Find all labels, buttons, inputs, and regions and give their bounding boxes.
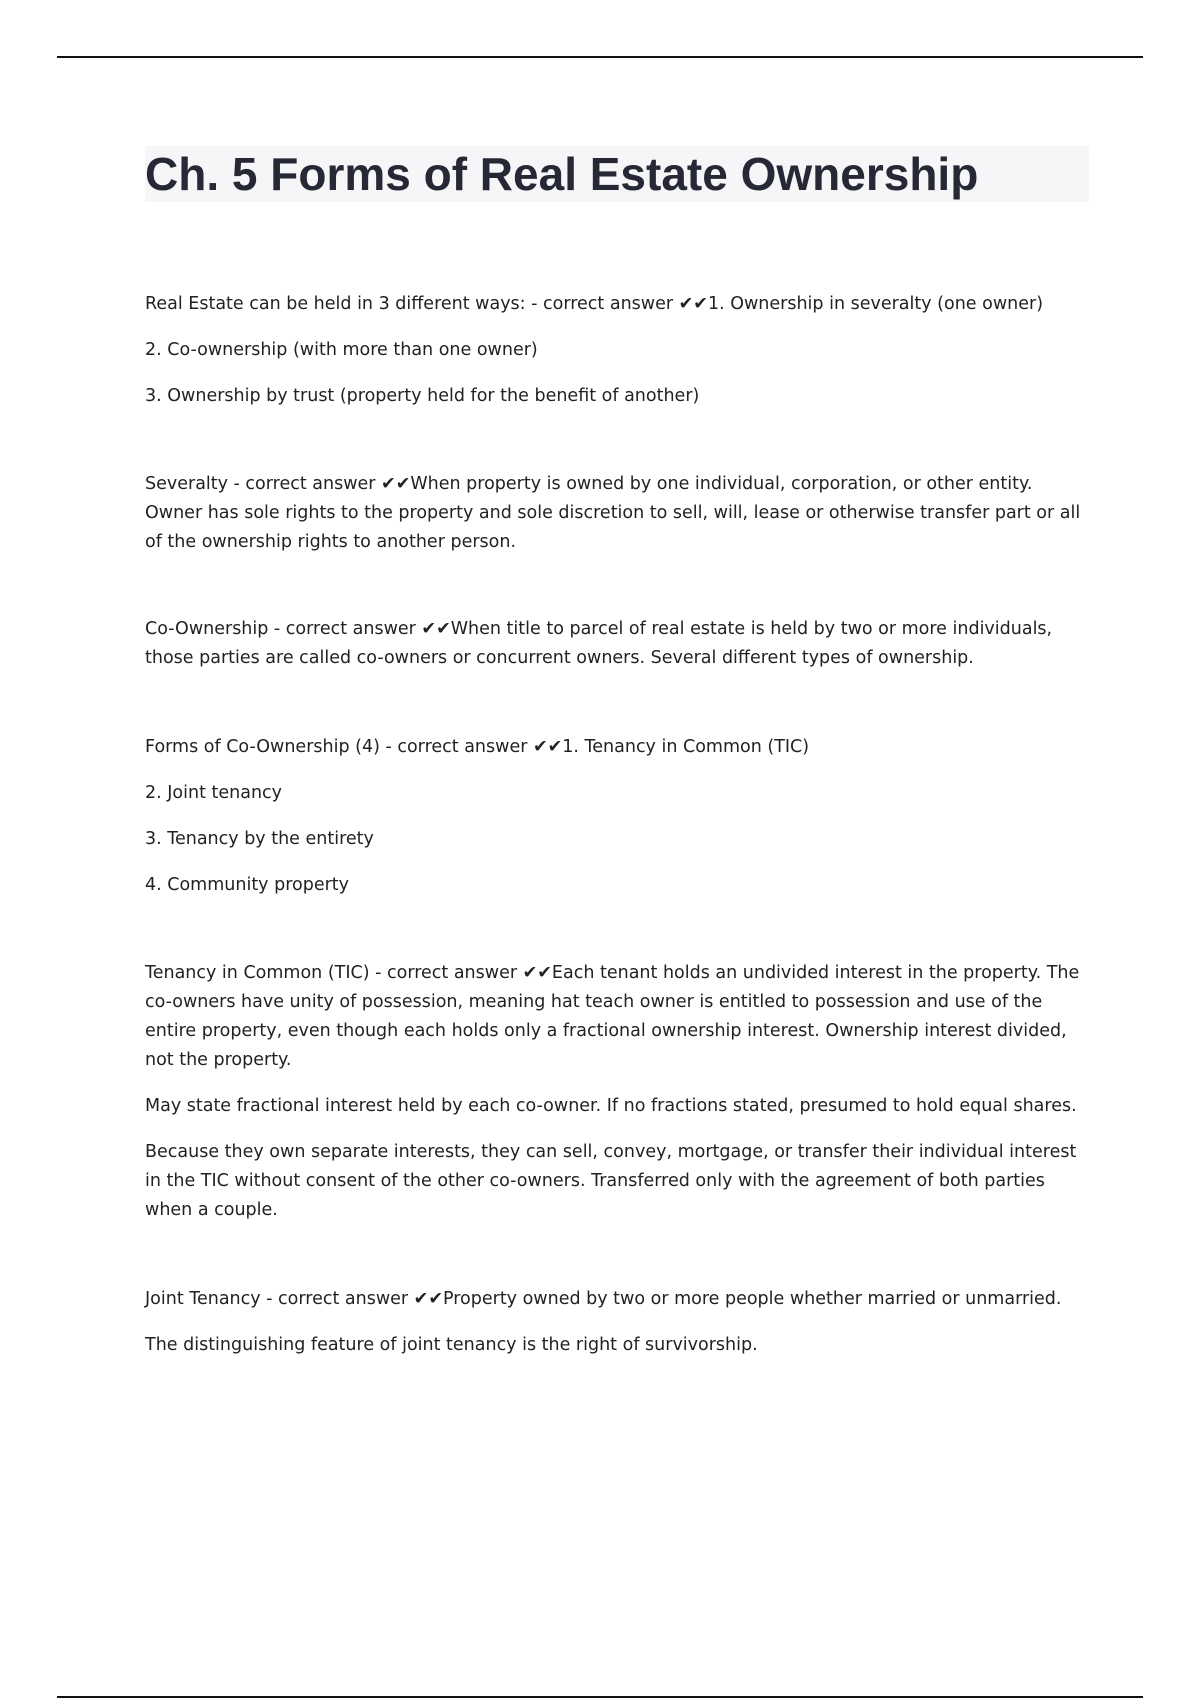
top-rule [57,56,1143,58]
entry-joint-tenancy [145,1285,1090,1360]
paragraph: 2. Co-ownership (with more than one owner) [145,340,538,360]
entry-ways-to-hold [145,290,1090,411]
paragraph: Tenancy in Common (TIC) - correct answer ✔✔Each tenant holds an undivided interest in the property. The co-owners have unity of possession, meaning hat teach owner is entitled to possession and use of the entire property, even though each holds only a fractional ownership interest. Ownership interest divided, not the property. [145,963,1080,1070]
bottom-rule [57,1696,1143,1698]
paragraph: Because they own separate interests, they can sell, convey, mortgage, or transfer their individual interest in the TIC without consent of the other co-owners. Transferred only with the agreement of both parties when a couple. [145,1142,1077,1220]
paragraph: Real Estate can be held in 3 different ways: - correct answer ✔✔1. Ownership in severalty (one owner) [145,294,1044,314]
paragraph: 4. Community property [145,875,350,895]
paragraph: Joint Tenancy - correct answer ✔✔Property owned by two or more people whether married or unmarried. [145,1289,1062,1309]
paragraph: May state fractional interest held by each co-owner. If no fractions stated, presumed to hold equal shares. [145,1096,1077,1116]
entry-tenancy-in-common [145,959,1090,1225]
document-body [145,290,1090,1421]
paragraph: Forms of Co-Ownership (4) - correct answer ✔✔1. Tenancy in Common (TIC) [145,737,810,757]
paragraph: 3. Ownership by trust (property held for the benefit of another) [145,386,700,406]
paragraph: Severalty - correct answer ✔✔When property is owned by one individual, corporation, or other entity. Owner has sole rights to the property and sole discretion to sell, will, lease or otherwise transfer part or all of the ownership rights to another person. [145,474,1081,552]
paragraph: 2. Joint tenancy [145,783,283,803]
entry-severalty [145,470,1090,557]
entry-forms-of-co-ownership [145,733,1090,900]
paragraph: Co-Ownership - correct answer ✔✔When title to parcel of real estate is held by two or more individuals, those parties are called co-owners or concurrent owners. Several different types of ownership. [145,619,1053,668]
page-title: Ch. 5 Forms of Real Estate Ownership [145,148,979,200]
entry-co-ownership [145,615,1090,673]
paragraph: 3. Tenancy by the entirety [145,829,374,849]
paragraph: The distinguishing feature of joint tenancy is the right of survivorship. [145,1335,758,1355]
